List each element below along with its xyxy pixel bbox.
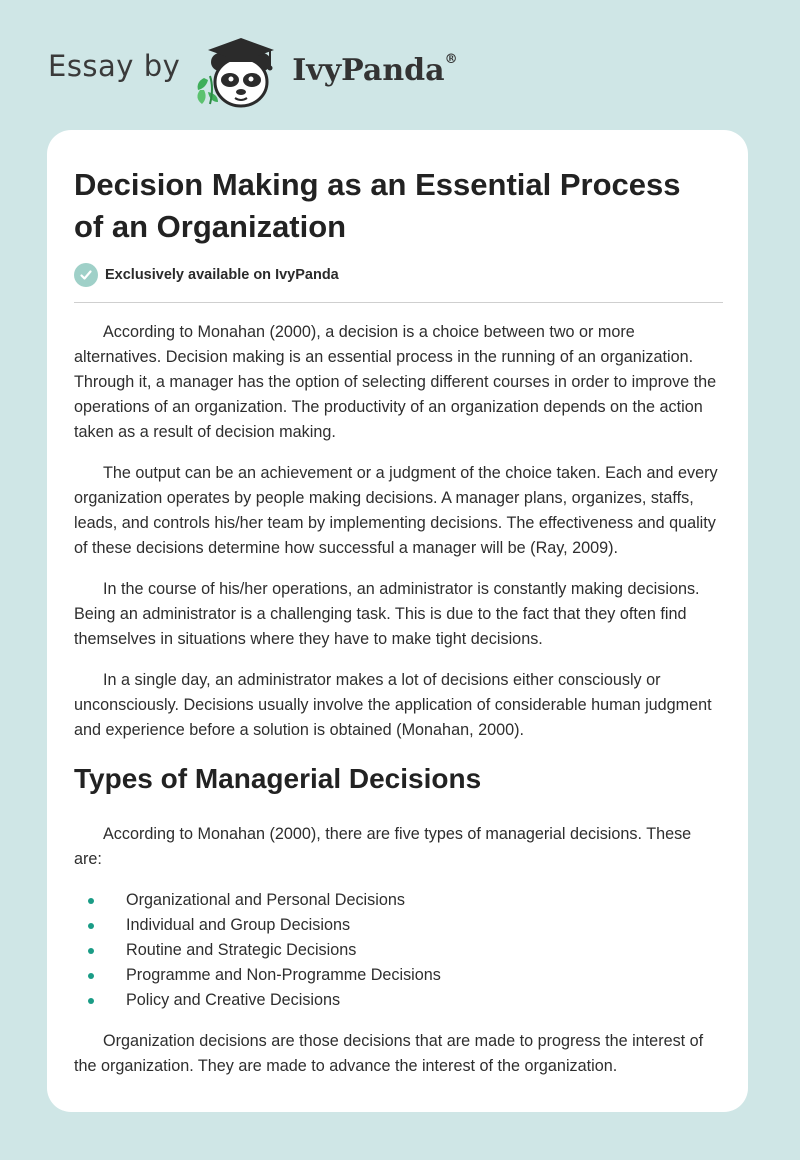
bullet-dot-icon (88, 998, 94, 1004)
paragraph: According to Monahan (2000), a decision is a choice between two or more alternatives. Decision making is an essential process in the running of an organization. Through it, a manager has the option of selecting different courses in order to improve the operations of an organization. The productivity of an organization depends on the action taken as a result of decision making. (74, 323, 717, 441)
bullet-dot-icon (88, 923, 94, 929)
brand-label: IvyPanda (292, 52, 445, 88)
essay-by-label: Essay by (48, 49, 181, 83)
list-item-label: Individual and Group Decisions (126, 916, 351, 934)
article-title: Decision Making as an Essential Process of an Organization (74, 167, 681, 244)
closing-paragraph: Organization decisions are those decisions that are made to progress the interest of the organization. They are made to advance the interest of the organization. (74, 1032, 704, 1075)
list-item-label: Programme and Non-Programme Decisions (126, 966, 441, 984)
article-card (47, 130, 748, 1112)
title-divider (74, 302, 723, 303)
paragraph: In a single day, an administrator makes a lot of decisions either consciously or unconsciously. Decisions usually involve the application of considerable human judgment and experience before a solution is obtained (Monahan, 2000). (74, 671, 712, 739)
bullet-dot-icon (88, 948, 94, 954)
paragraph: The output can be an achievement or a judgment of the choice taken. Each and every organization operates by people making decisions. A manager plans, organizes, staffs, leads, and controls his/her team by implementing decisions. The effectiveness and quality of these decisions determine how successful a manager will be (Ray, 2009). (74, 464, 718, 557)
list-item-label: Organizational and Personal Decisions (126, 891, 405, 909)
registered-mark: ® (444, 51, 458, 67)
list-item (74, 963, 723, 988)
paragraph: In the course of his/her operations, an administrator is constantly making decisions. Being an administrator is a challenging task. This is due to the fact that they often find themselves in situations where they have to make tight decisions. (74, 580, 700, 648)
section-intro: According to Monahan (2000), there are five types of managerial decisions. These are: (74, 825, 692, 868)
list-item-label: Policy and Creative Decisions (126, 991, 341, 1009)
list-item (74, 988, 723, 1013)
exclusive-label: Exclusively available on IvyPanda (105, 267, 339, 283)
list-item-label: Routine and Strategic Decisions (126, 941, 357, 959)
exclusive-badge (74, 263, 339, 287)
list-item (74, 913, 723, 938)
checkmark-circle-icon (74, 263, 98, 287)
article-body (74, 320, 723, 1095)
list-item (74, 888, 723, 913)
bullet-dot-icon (88, 898, 94, 904)
bullet-dot-icon (88, 973, 94, 979)
list-item (74, 938, 723, 963)
site-header (48, 32, 458, 112)
panda-logo-icon (190, 32, 286, 112)
section-heading: Types of Managerial Decisions (74, 763, 482, 794)
decision-types-list (74, 888, 723, 1013)
brand-name[interactable] (292, 53, 457, 88)
